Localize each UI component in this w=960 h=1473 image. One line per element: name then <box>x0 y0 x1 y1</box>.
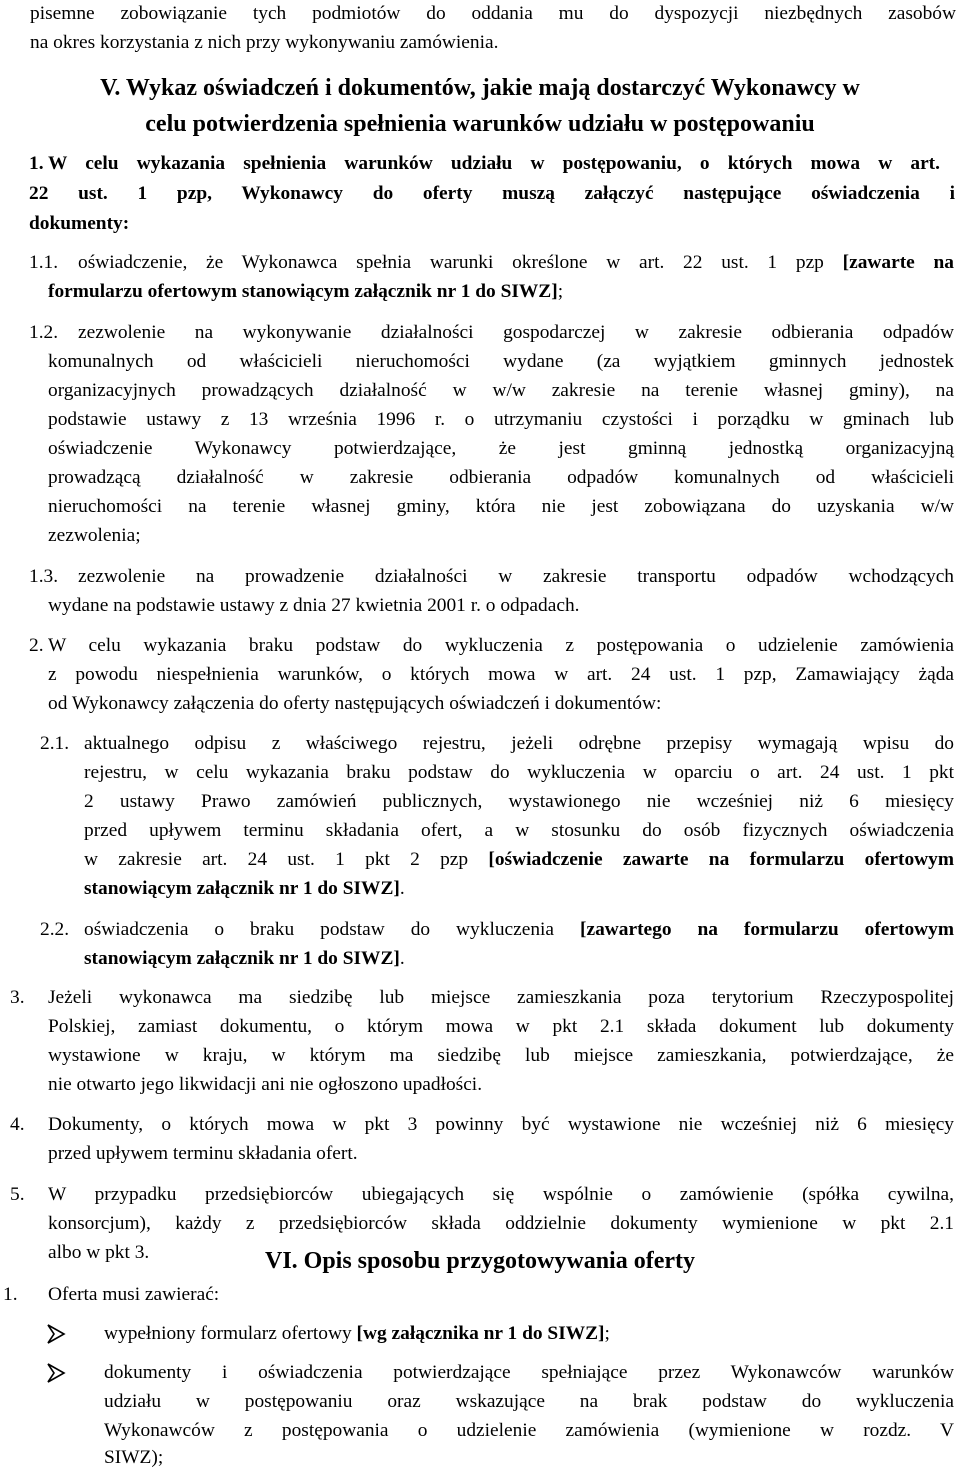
p2-1-line-2: rejestru, w celu wykazania braku podstaw do wykluczenia w oparciu o art. 24 ust. 1 pkt <box>84 762 954 783</box>
p2-2-end: . <box>399 948 405 969</box>
p1-1-text: oświadczenie, że Wykonawca spełnia warunki określone w art. 22 ust. 1 pzp <box>78 252 843 273</box>
p1-2-line-5: oświadczenie Wykonawcy potwierdzające, że jest gminną jednostką organizacyjną <box>48 438 954 459</box>
p2-1-line-1: aktualnego odpisu z właściwego rejestru, jeżeli odrębne przepisy wymagają wpisu do <box>84 733 954 754</box>
p2-1-bold-2: stanowiącym załącznik nr 1 do SIWZ] <box>84 878 400 899</box>
p1-1-line-1 <box>78 249 954 278</box>
p1-2-line-2: komunalnych od właścicieli nieruchomości wydane (za wyjątkiem gminnych jednostek <box>48 351 954 372</box>
bullet-1-end: ; <box>604 1323 610 1344</box>
p3-line-3: wystawione w kraju, w którym ma siedzibę lub miejsce zamieszkania, potwierdzające, że <box>48 1045 954 1066</box>
p3-line-1: Jeżeli wykonawca ma siedzibę lub miejsce zamieszkania poza terytorium Rzeczypospolitej <box>48 987 954 1008</box>
p1-line-2: 22 ust. 1 pzp, Wykonawcy do oferty muszą załączyć następujące oświadczenia i <box>29 183 955 204</box>
p4-line-2: przed upływem terminu składania ofert. <box>48 1143 358 1164</box>
p5-line-3: albo w pkt 3. <box>48 1242 150 1263</box>
item-number: 1.2. <box>29 322 59 343</box>
section-6-p1-text: Oferta musi zawierać: <box>48 1284 220 1305</box>
section-5-heading-line-2: celu potwierdzenia spełnienia warunków udziału w postępowaniu <box>145 111 815 137</box>
p5-line-2: konsorcjum), każdy z przedsiębiorców składa oddzielnie dokumenty wymienione w pkt 2.1 <box>48 1213 954 1234</box>
p2-2-text: oświadczenia o braku podstaw do wykluczenia <box>84 919 580 940</box>
p2-1-line-6 <box>84 875 954 904</box>
p1-1-bold: [zawarte na <box>842 252 954 273</box>
p1-1-bold-2: formularzu ofertowym stanowiącym załącznik nr 1 do SIWZ] <box>48 281 558 302</box>
p2-1-line-3: 2 ustawy Prawo zamówień publicznych, wystawionego nie wcześniej niż 6 miesięcy <box>84 791 954 812</box>
p2-2-bold: [zawartego na formularzu ofertowym <box>580 919 954 940</box>
arrowhead-bullet-icon <box>45 1362 67 1384</box>
p1-2-line-3: organizacyjnych prowadzących działalność w w/w zakresie na terenie własnej gminy), na <box>48 380 954 401</box>
item-number: 1. <box>29 153 44 174</box>
arrowhead-bullet-icon <box>45 1323 67 1345</box>
p2-2-line-1 <box>84 916 954 945</box>
p1-2-line-6: prowadzącą działalność w zakresie odbierania odpadów komunalnych od właścicieli <box>48 467 954 488</box>
p1-2-line-4: podstawie ustawy z 13 września 1996 r. o utrzymaniu czystości i porządku w gminach lub <box>48 409 954 430</box>
p2-2-line-2 <box>84 945 954 974</box>
p3-line-4: nie otwarto jego likwidacji ani nie ogłoszono upadłości. <box>48 1074 483 1095</box>
p1-3-line-2: wydane na podstawie ustawy z dnia 27 kwietnia 2001 r. o odpadach. <box>48 595 580 616</box>
item-number: 3. <box>10 987 25 1008</box>
p3-line-2: Polskiej, zamiast dokumentu, o którym mowa w pkt 2.1 składa dokument lub dokumenty <box>48 1016 954 1037</box>
p1-1-end: ; <box>557 281 564 302</box>
p2-line-1: W celu wykazania braku podstaw do wykluczenia z postępowania o udzielenie zamówienia <box>48 635 954 656</box>
bullet-1-bold: [wg załącznika nr 1 do SIWZ] <box>356 1323 605 1344</box>
p2-line-2: z powodu niespełnienia warunków, o których mowa w art. 24 ust. 1 pzp, Zamawiający żąda <box>48 664 954 685</box>
p1-3-line-1: zezwolenie na prowadzenie działalności w zakresie transportu odpadów wchodzących <box>78 566 954 587</box>
section-6-heading: VI. Opis sposobu przygotowywania oferty <box>264 1248 696 1274</box>
bullet-2-line-4: SIWZ); <box>104 1447 164 1468</box>
p2-1-bold: [oświadczenie zawarte na formularzu ofertowym <box>488 849 954 870</box>
intro-line-2: na okres korzystania z nich przy wykonywaniu zamówienia. <box>30 32 499 53</box>
p1-1-line-2 <box>48 278 948 307</box>
bullet-2-line-2: udziału w postępowaniu oraz wskazujące na brak podstaw do wykluczenia <box>104 1391 954 1412</box>
p4-line-1: Dokumenty, o których mowa w pkt 3 powinny być wystawione nie wcześniej niż 6 miesięcy <box>48 1114 954 1135</box>
p2-1-end: . <box>399 878 405 899</box>
bullet-1-normal: wypełniony formularz ofertowy <box>104 1323 357 1344</box>
item-number: 1.1. <box>29 252 59 273</box>
intro-line-1: pisemne zobowiązanie tych podmiotów do oddania mu do dyspozycji niezbędnych zasobów <box>30 3 956 24</box>
p5-line-1: W przypadku przedsiębiorców ubiegających się wspólnie o zamówienie (spółka cywilna, <box>48 1184 954 1205</box>
item-number: 2.1. <box>40 733 70 754</box>
bullet-2-line-1: dokumenty i oświadczenia potwierdzające spełniające przez Wykonawców warunków <box>104 1362 954 1383</box>
item-number: 5. <box>10 1184 25 1205</box>
item-number: 1. <box>3 1284 18 1305</box>
p1-2-line-8: zezwolenia; <box>48 525 141 546</box>
p2-1-text: w zakresie art. 24 ust. 1 pkt 2 pzp <box>84 849 489 870</box>
p1-line-3: dokumenty: <box>29 213 130 234</box>
p2-1-line-4: przed upływem terminu składania ofert, a w stosunku do osób fizycznych oświadczenia <box>84 820 954 841</box>
p2-1-line-5 <box>84 846 954 875</box>
bullet-2-line-3: Wykonawców z postępowania o udzielenie zamówienia (wymienione w rozdz. V <box>104 1420 954 1441</box>
p2-2-bold-2: stanowiącym załącznik nr 1 do SIWZ] <box>84 948 400 969</box>
p1-line-1: W celu wykazania spełnienia warunków udziału w postępowaniu, o których mowa w art. <box>48 153 940 174</box>
p1-2-line-1: zezwolenie na wykonywanie działalności gospodarczej w zakresie odbierania odpadów <box>78 322 954 343</box>
section-5-heading-line-1: V. Wykaz oświadczeń i dokumentów, jakie mają dostarczyć Wykonawcy w <box>100 75 860 101</box>
item-number: 2.2. <box>40 919 70 940</box>
item-number: 1.3. <box>29 566 59 587</box>
bullet-1-text <box>104 1320 954 1349</box>
item-number: 2. <box>29 635 44 656</box>
p2-line-3: od Wykonawcy załączenia do oferty następujących oświadczeń i dokumentów: <box>48 693 662 714</box>
p1-2-line-7: nieruchomości na terenie własnej gminy, która nie jest zobowiązana do uzyskania w/w <box>48 496 954 517</box>
item-number: 4. <box>10 1114 25 1135</box>
